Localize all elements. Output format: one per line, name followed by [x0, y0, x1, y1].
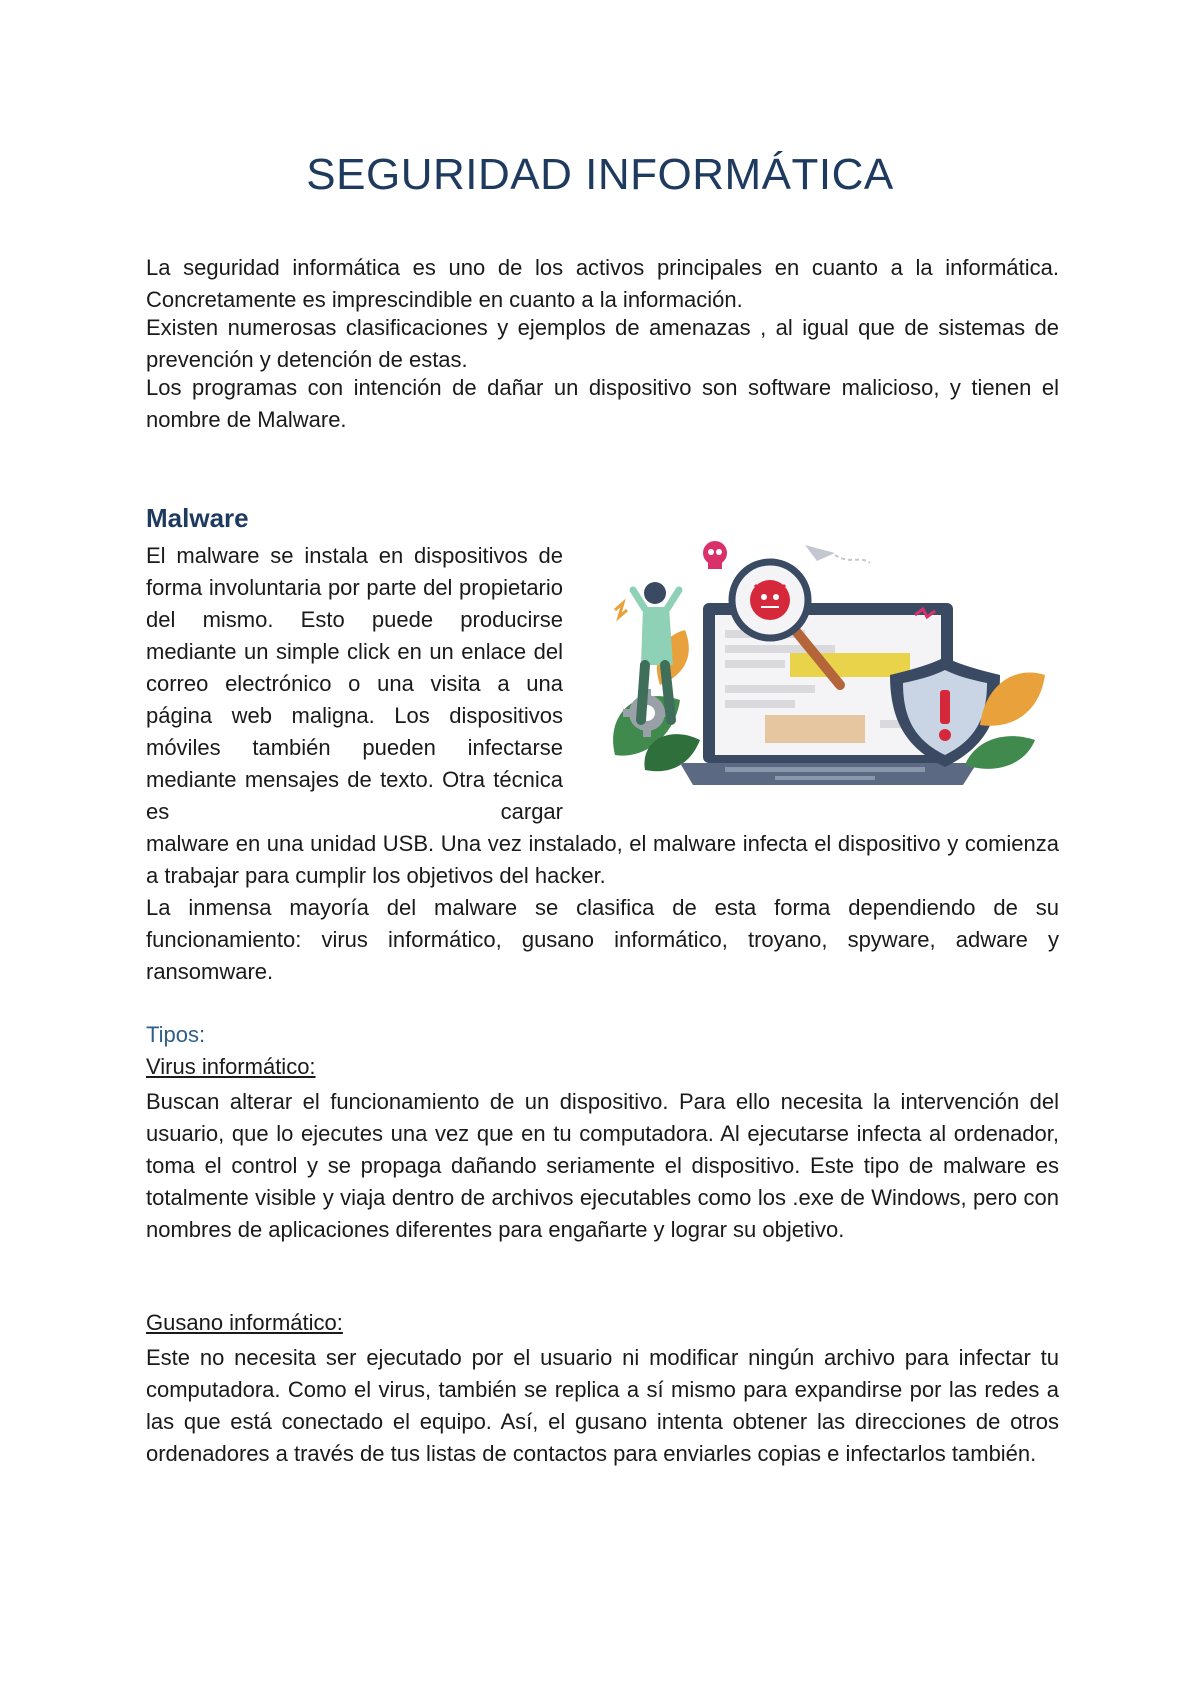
malware-illustration	[585, 535, 1065, 790]
page-title: SEGURIDAD INFORMÁTICA	[306, 150, 894, 199]
intro-paragraph-1: La seguridad informática es uno de los activos principales en cuanto a la informática. Concretamente es imprescindible en cuanto a la información.	[146, 255, 1059, 312]
skull-icon	[703, 541, 727, 569]
malware-continued-paragraph: malware en una unidad USB. Una vez instalado, el malware infecta el dispositivo y comienza a trabajar para cumplir los objetivos del hacker.	[146, 831, 1059, 888]
gusano-paragraph: Este no necesita ser ejecutado por el usuario ni modificar ningún archivo para infectar tu computadora. Como el virus, también se replica a sí mismo para expandirse por las redes a las que está conectado el equipo. Así, el gusano intenta obtener las direcciones de otros ordenadores a través de tus listas de contactos para enviarles copias e infectarlos también.	[146, 1345, 1059, 1466]
paper-plane-icon	[805, 545, 870, 563]
intro-paragraph-3: Los programas con intención de dañar un dispositivo son software malicioso, y tienen el nombre de Malware.	[146, 375, 1059, 432]
intro-paragraph-2: Existen numerosas clasificaciones y ejemplos de amenazas , al igual que de sistemas de prevención y detención de estas.	[146, 315, 1059, 372]
virus-subheading: Virus informático:	[146, 1054, 316, 1079]
virus-paragraph: Buscan alterar el funcionamiento de un dispositivo. Para ello necesita la intervención del usuario, que lo ejecutes una vez que en tu computadora. Al ejecutarse infecta al ordenador, toma el control y se propaga dañando seriamente el dispositivo. Este tipo de malware es totalmente visible y viaja dentro de archivos ejecutables como los .exe de Windows, pero con nombres de aplicaciones diferentes para engañarte y lograr su objetivo.	[146, 1089, 1059, 1242]
malware-heading: Malware	[146, 503, 249, 533]
malware-classification-paragraph: La inmensa mayoría del malware se clasifica de esta forma dependiendo de su funcionamiento: virus informático, gusano informático, troyano, spyware, adware y ransomware.	[146, 895, 1059, 984]
squiggle-orange-icon	[615, 603, 627, 617]
tipos-label: Tipos:	[146, 1022, 206, 1047]
malware-wrapped-paragraph: El malware se instala en dispositivos de forma involuntaria por parte del propietario del mismo. Esto puede producirse mediante un simple click en un enlace del correo electrónico o una visita a una página web maligna. Los dispositivos móviles también pueden infectarse mediante mensajes de texto. Otra técnica es cargar	[146, 543, 563, 824]
gusano-subheading: Gusano informático:	[146, 1310, 343, 1335]
